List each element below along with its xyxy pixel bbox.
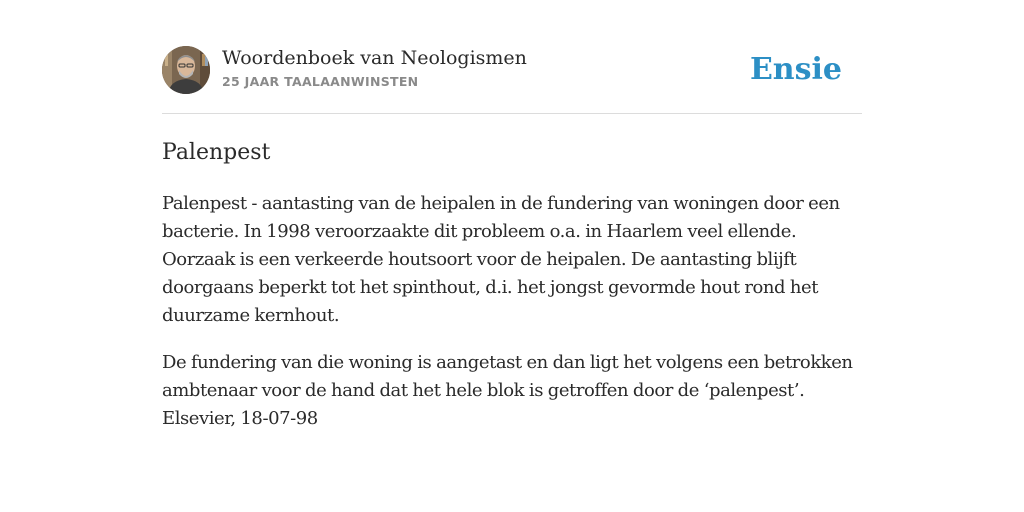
entry-card <box>162 46 862 433</box>
example-quote: De fundering van die woning is aangetast en dan ligt het volgens een betrokken ambtenaar voor de hand dat het hele blok is getroffen door de ‘palenpest’. <box>162 352 853 401</box>
site-title[interactable]: Woordenboek van Neologismen <box>222 47 527 69</box>
ensie-logo-link[interactable]: Ensie <box>749 52 842 87</box>
entry-example <box>162 349 862 433</box>
site-header <box>162 46 862 114</box>
site-subtitle: 25 JAAR TAALAANWINSTEN <box>222 74 419 89</box>
example-source: Elsevier, 18-07-98 <box>162 408 318 429</box>
entry-title: Palenpest <box>162 140 271 165</box>
author-portrait-icon[interactable] <box>162 46 210 94</box>
entry-definition: Palenpest - aantasting van de heipalen in de fundering van woningen door een bacterie. In 1998 veroorzaakte dit probleem o.a. in Haarlem veel ellende. Oorzaak is een verkeerde houtsoort voor de heipalen. De aantasting blijft doorgaans beperkt tot het spinthout, d.i. het jongst gevormde hout rond het duurzame kernhout. <box>162 193 840 326</box>
